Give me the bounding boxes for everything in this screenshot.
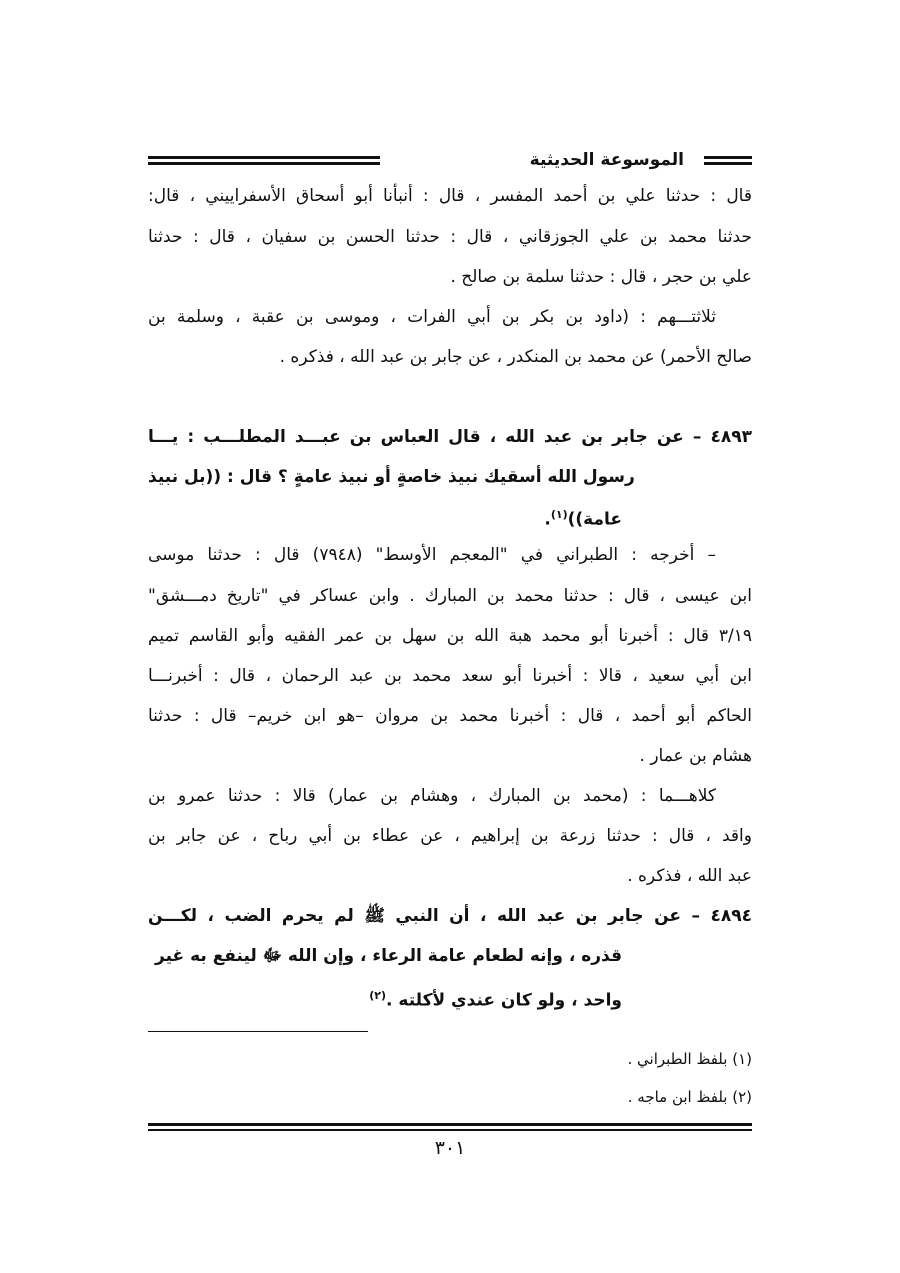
text-line: ابن عيسى ، قال : حدثنا محمد بن المبارك . وابن عساكر في "تاريخ دمـــشق": [148, 586, 752, 606]
footnote-ref: (١): [550, 508, 568, 521]
bottom-rule: [148, 1123, 752, 1131]
header-rule-long: [148, 156, 380, 165]
text-line: – أخرجه : الطبراني في "المعجم الأوسط" (٧٩٤٨) قال : حدثنا موسى: [148, 545, 716, 565]
hadith-heading-line: ٤٨٩٤ – عن جابر بن عبد الله ، أن النبي ﷺ لم يحرم الضب ، لكـــن: [148, 906, 752, 926]
text-line: هشام بن عمار .: [639, 746, 752, 766]
text-line: قال : حدثنا علي بن أحمد المفسر ، قال : أنبأنا أبو أسحاق الأسفراييني ، قال:: [148, 186, 752, 206]
running-header: [148, 146, 752, 176]
header-rule-short: [704, 156, 752, 165]
text-line: الحاكم أبو أحمد ، قال : أخبرنا محمد بن مروان –هو ابن خريم– قال : حدثنا: [148, 706, 752, 726]
hadith-heading-line-last: [369, 981, 622, 1016]
hadith-heading-line: ٤٨٩٣ – عن جابر بن عبد الله ، قال العباس بن عبـــد المطلـــب : يـــا: [148, 427, 752, 447]
text-line: واقد ، قال : حدثنا زرعة بن إبراهيم ، عن عطاء بن أبي رباح ، عن جابر بن: [148, 826, 752, 846]
header-title: الموسوعة الحديثية: [522, 146, 692, 174]
footnote: (٢) بلفظ ابن ماجه .: [627, 1088, 752, 1106]
footnote-rule: [148, 1031, 368, 1032]
footnote-ref: (٢): [369, 989, 387, 1002]
hadith-text: واحد ، ولو كان عندي لأكلته .: [386, 990, 622, 1011]
text-line: ابن أبي سعيد ، قالا : أخبرنا أبو سعد محمد بن عبد الرحمان ، قال : أخبرنـــا: [148, 666, 752, 686]
text-line: ثلاثتـــهم : (داود بن بكر بن أبي الفرات ، وموسى بن عقبة ، وسلمة بن: [148, 307, 716, 327]
text-line: صالح الأحمر) عن محمد بن المنكدر ، عن جابر بن عبد الله ، فذكره .: [279, 347, 752, 367]
document-page: [148, 0, 752, 1273]
page-number: ٣٠١: [434, 1137, 466, 1159]
footnote: (١) بلفظ الطبراني .: [627, 1050, 752, 1068]
text-line: ٣/١٩ قال : أخبرنا أبو محمد هبة الله بن سهل بن عمر الفقيه وأبو القاسم تميم: [148, 626, 752, 646]
text-line: كلاهـــما : (محمد بن المبارك ، وهشام بن عمار) قالا : حدثنا عمرو بن: [148, 786, 716, 806]
text-line: علي بن حجر ، قال : حدثنا سلمة بن صالح .: [450, 267, 752, 287]
hadith-heading-line-last: عامة))$^{(١)}$.: [544, 508, 622, 530]
text-line: حدثنا محمد بن علي الجوزقاني ، قال : حدثنا الحسن بن سفيان ، قال : حدثنا: [148, 227, 752, 247]
hadith-text: عامة)): [567, 509, 622, 530]
hadith-heading-line: رسول الله أسقيك نبيذ خاصةٍ أو نبيذ عامةٍ ؟ قال : ((بل نبيذ: [148, 467, 635, 487]
hadith-heading-line: قذره ، وإنه لطعام عامة الرعاء ، وإن الله ﷻ لينفع به غير: [155, 946, 622, 966]
text-line: عبد الله ، فذكره .: [627, 866, 752, 886]
